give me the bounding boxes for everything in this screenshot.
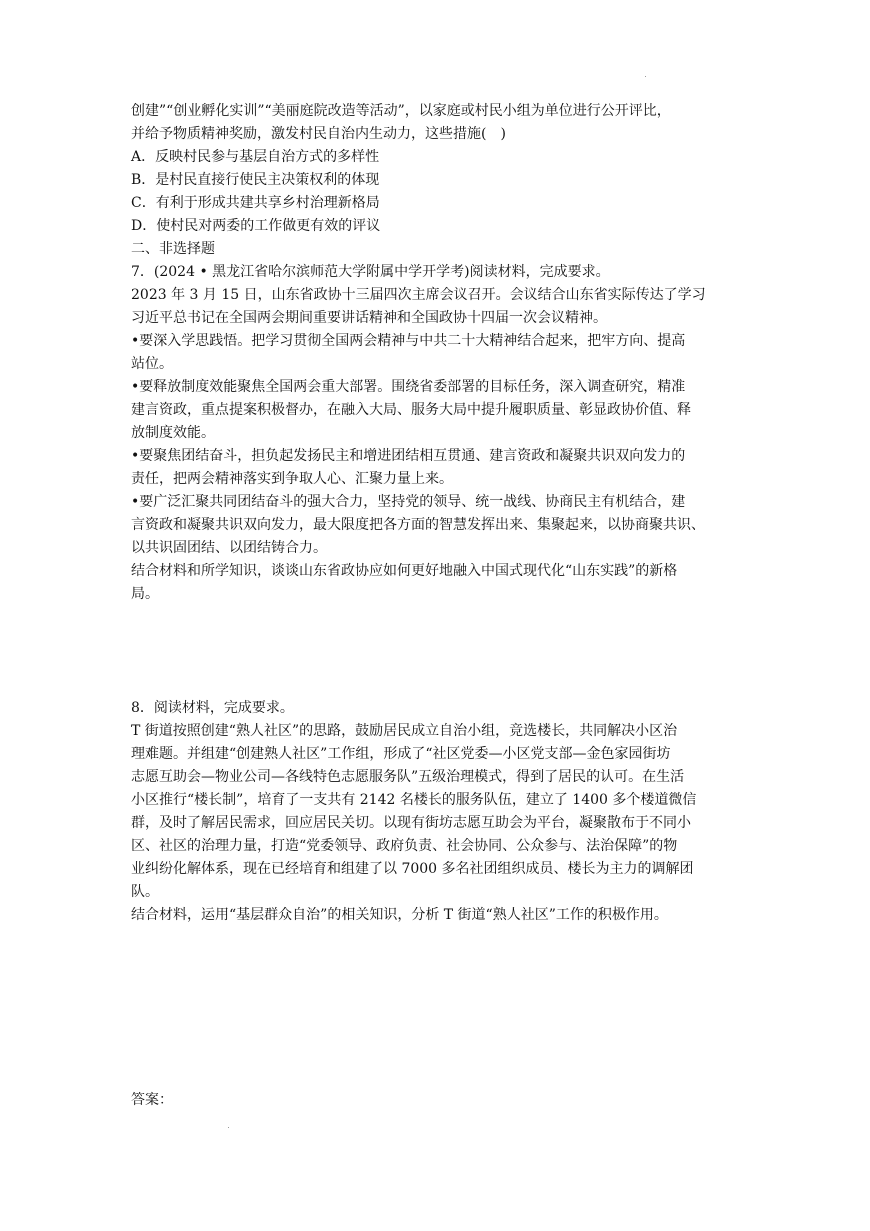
q7-text-line: •要深入学思践悟。把学习贯彻全国两会精神与中共二十大精神结合起来，把牢方向、提高	[131, 333, 686, 349]
q7-text-line: 建言资政，重点提案积极督办，在融入大局、服务大局中提升履职质量、彰显政协价值、释	[131, 402, 691, 418]
q7-text-line: 言资政和凝聚共识双向发力，最大限度把各方面的智慧发挥出来、集聚起来，以协商聚共识、	[131, 517, 705, 533]
q7-text-line: 放制度效能。	[131, 425, 215, 441]
q7-text-line: •要聚焦团结奋斗，担负起发扬民主和增进团结相互贯通、建言资政和凝聚共识双向发力的	[131, 448, 686, 464]
question-6-options	[131, 146, 746, 238]
q8-text-line: 小区推行“楼长制”，培育了一支共有 2142 名楼长的服务队伍，建立了 1400 多个楼道微信	[131, 792, 697, 808]
q8-header: 8．阅读材料，完成要求。	[131, 700, 294, 716]
answer-label: 答案：	[131, 1092, 173, 1108]
question-6-continuation	[131, 100, 746, 146]
answer-space-q8	[131, 927, 746, 1089]
q8-text-line: 理难题。并组建“创建熟人社区”工作组，形成了“社区党委—小区党支部—金色家园街坊	[131, 746, 671, 762]
scan-speck-top	[645, 76, 646, 77]
answer-space-q7	[131, 606, 746, 697]
q7-text-line: •要广泛汇聚共同团结奋斗的强大合力，坚持党的领导、统一战线、协商民主有机结合，建	[131, 494, 686, 510]
q7-text-line: 以共识固团结、以团结铸合力。	[131, 540, 327, 556]
option-b: B．是村民直接行使民主决策权利的体现	[131, 172, 380, 188]
question-8	[131, 697, 746, 927]
q8-text-line: 志愿互助会—物业公司—各线特色志愿服务队”五级治理模式，得到了居民的认可。在生活	[131, 769, 685, 785]
q6-text-line: 并给予物质精神奖励，激发村民自治内生动力，这些措施( )	[131, 126, 506, 142]
q7-text-line: 站位。	[131, 356, 173, 372]
q8-text-line: 群，及时了解居民需求，回应居民关切。以现有街坊志愿互助会为平台，凝聚散布于不同小	[131, 815, 691, 831]
q7-text-line: 局。	[131, 586, 159, 602]
q7-text-line: 结合材料和所学知识，谈谈山东省政协应如何更好地融入中国式现代化“山东实践”的新格	[131, 563, 678, 579]
section-title: 二、非选择题	[131, 241, 215, 257]
q8-text-line: 结合材料，运用“基层群众自治”的相关知识，分析 T 街道“熟人社区”工作的积极作用。	[131, 907, 668, 923]
document-page	[131, 100, 746, 1112]
option-c: C．有利于形成共建共享乡村治理新格局	[131, 195, 380, 211]
q7-text-line: 习近平总书记在全国两会期间重要讲话精神和全国政协十四届一次会议精神。	[131, 310, 607, 326]
q8-text-line: 业纠纷化解体系，现在已经培育和组建了以 7000 多名社团组织成员、楼长为主力的调解团	[131, 861, 694, 877]
q8-text-line: T 街道按照创建“熟人社区”的思路，鼓励居民成立自治小组，竞选楼长，共同解决小区治	[131, 723, 678, 739]
q8-text-line: 区、社区的治理力量，打造“党委领导、政府负责、社会协同、公众参与、法治保障”的物	[131, 838, 678, 854]
q8-text-line: 队。	[131, 884, 159, 900]
q6-text-line: 创建”“创业孵化实训”“美丽庭院改造等活动”，以家庭或村民小组为单位进行公开评比，	[131, 103, 671, 119]
q7-header: 7．(2024 • 黑龙江省哈尔滨师范大学附属中学开学考)阅读材料，完成要求。	[131, 264, 610, 280]
option-a: A．反映村民参与基层自治方式的多样性	[131, 149, 380, 165]
q7-text-line: •要释放制度效能聚焦全国两会重大部署。围绕省委部署的目标任务，深入调查研究，精准	[131, 379, 686, 395]
q7-text-line: 责任，把两会精神落实到争取人心、汇聚力量上来。	[131, 471, 453, 487]
q7-text-line: 2023 年 3 月 15 日，山东省政协十三届四次主席会议召开。会议结合山东省实际传达了学习	[131, 287, 706, 303]
question-7	[131, 261, 746, 606]
option-d: D．使村民对两委的工作做更有效的评议	[131, 218, 381, 234]
scan-speck-bottom	[228, 1127, 229, 1128]
